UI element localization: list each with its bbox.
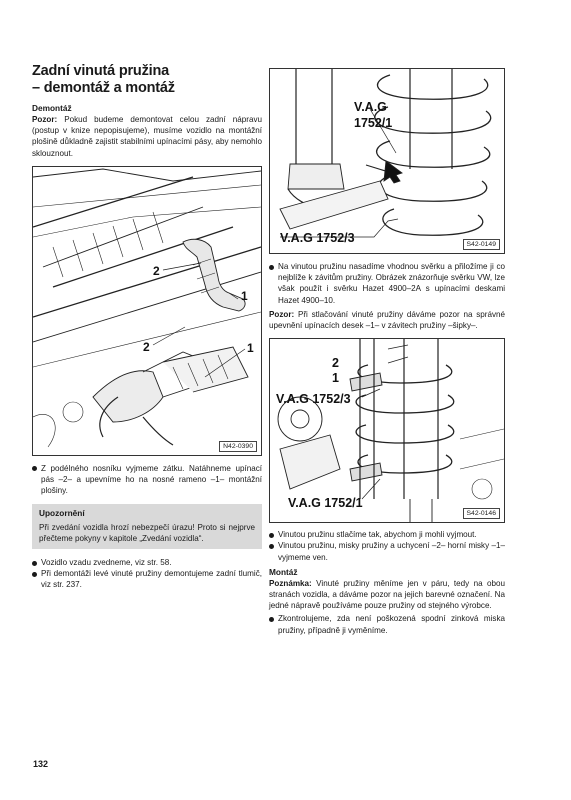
figure3-label-2: 2 bbox=[332, 356, 339, 371]
right-pozor-text: Při stlačování vinuté pružiny dáváme pozor na správné upevnění upínacích desek –1– v závitech pružiny –šipky–. bbox=[269, 309, 505, 331]
figure-spring-removal-drawing bbox=[270, 339, 504, 522]
section-heading-demontaz: Demontáž bbox=[32, 103, 72, 113]
left-column bbox=[32, 63, 262, 591]
figure-spring-compressor bbox=[269, 68, 505, 254]
list-item: Vinutou pružinu stlačíme tak, abychom ji mohli vyjmout. bbox=[269, 529, 505, 540]
figure1-label-2b: 2 bbox=[143, 339, 150, 354]
figure2-tag: S42-0149 bbox=[463, 239, 500, 250]
list-item: Vinutou pružinu, misky pružiny a uchycení –2– horní misky –1– vyjmeme ven. bbox=[269, 540, 505, 562]
left-bullets-2 bbox=[32, 557, 262, 591]
figure1-tag: N42-0390 bbox=[219, 441, 257, 452]
figure2-label-top2: 1752/1 bbox=[354, 116, 393, 130]
poznamka-paragraph bbox=[269, 578, 505, 612]
pozor-label: Pozor: bbox=[32, 115, 58, 124]
poznamka-label: Poznámka: bbox=[269, 578, 312, 588]
list-item: Při demontáži levé vinuté pružiny demontujeme zadní tlumič, viz str. 237. bbox=[32, 568, 262, 590]
poznamka-text: Vinuté pružiny měníme jen v páru, tedy na obou stranách vozidla, a dáváme pozor na jejich barevné označení. Na jedné nápravě používáme pouze pružiny od stejného výrobce. bbox=[269, 578, 506, 611]
right-pozor-label: Pozor: bbox=[269, 309, 295, 319]
section-heading-montaz: Montáž bbox=[269, 566, 298, 577]
figure1-label-2a: 2 bbox=[153, 263, 160, 278]
figure3-label-bottom: V.A.G 1752/1 bbox=[288, 496, 363, 511]
figure3-label-top: V.A.G 1752/3 bbox=[276, 392, 351, 407]
warning-title: Upozornění bbox=[39, 508, 85, 519]
pozor-text: Pokud budeme demontovat celou zadní nápravu (postup v knize nepopisujeme), musíme vozidlo na montážní plošině důkladně zajistit stabilními upínacími pásy, aby nemohlo sklouznout. bbox=[32, 115, 263, 158]
list-item: Zkontrolujeme, zda není poškozená spodní zinková miska pružiny, případně ji vyměníme. bbox=[269, 613, 505, 635]
figure3-label-1: 1 bbox=[332, 371, 339, 386]
list-item: Z podélného nosníku vyjmeme zátku. Natáhneme upínací pás –2– a upevníme ho na nosné rameno –1– montážní plošiny. bbox=[32, 463, 262, 497]
figure-lifting-strap-drawing bbox=[33, 167, 261, 455]
right-bullets-2 bbox=[269, 529, 505, 563]
right-pozor-paragraph bbox=[269, 309, 505, 331]
right-bullets-1 bbox=[269, 261, 505, 306]
figure2-label-top: V.A.G bbox=[354, 100, 387, 114]
left-bullets-1 bbox=[32, 463, 262, 497]
figure-spring-removal bbox=[269, 338, 505, 523]
list-item: Vozidlo vzadu zvedneme, viz str. 58. bbox=[32, 557, 262, 568]
pozor-paragraph bbox=[32, 114, 262, 159]
warning-box bbox=[32, 504, 262, 549]
page-title bbox=[32, 63, 262, 97]
figure1-label-1a: 1 bbox=[241, 288, 248, 303]
figure3-tag: S42-0146 bbox=[463, 508, 500, 519]
right-bullets-3 bbox=[269, 613, 505, 635]
figure1-label-1b: 1 bbox=[247, 340, 254, 355]
title-line-1: Zadní vinutá pružina bbox=[32, 63, 169, 79]
list-item: Na vinutou pružinu nasadíme vhodnou svěrku a přiložíme ji co nejblíže k závitům pružiny. Obrázek znázorňuje svěrku VW, lze však použít i svěrku Hazet 4900–2A s upínacími deskami Hazet 4900–10. bbox=[269, 261, 505, 306]
warning-text: Při zvedání vozidla hrozí nebezpečí úrazu! Proto si nejprve přečteme pokyny v kapitole „Zvedání vozidla“. bbox=[39, 522, 255, 543]
figure-spring-compressor-drawing bbox=[270, 69, 504, 253]
right-column bbox=[269, 63, 505, 636]
title-line-2: – demontáž a montáž bbox=[32, 80, 175, 96]
page-number: 132 bbox=[33, 759, 49, 769]
figure2-label-bottom: V.A.G 1752/3 bbox=[280, 231, 355, 245]
figure-lifting-strap bbox=[32, 166, 262, 456]
